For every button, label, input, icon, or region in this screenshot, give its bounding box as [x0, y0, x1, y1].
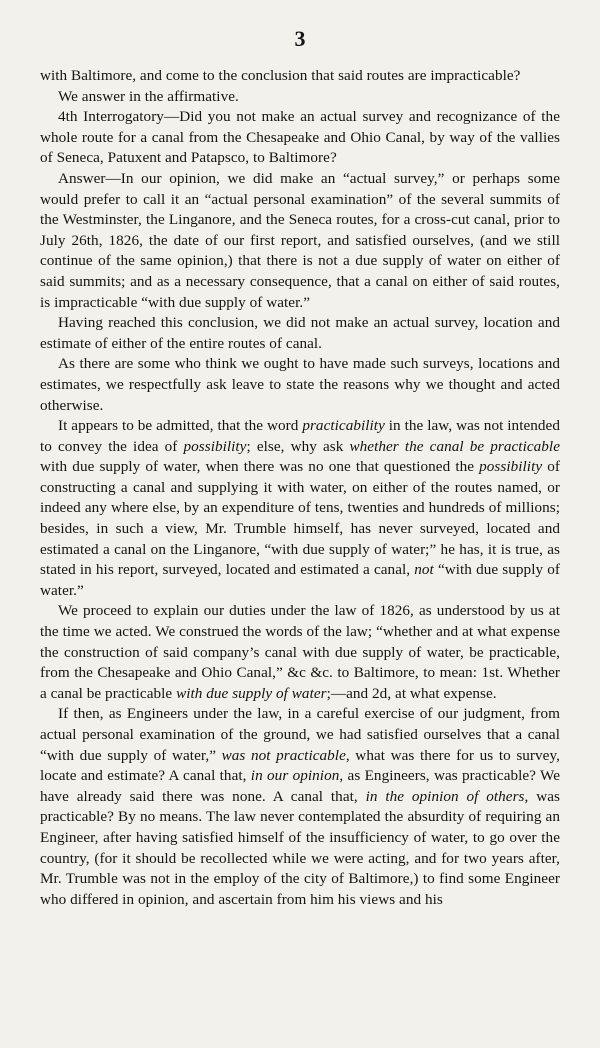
- body-paragraph: [40, 313, 560, 354]
- italic-text: possibility: [183, 437, 247, 455]
- paragraph-text: It appears to be admitted, that the word: [58, 417, 303, 435]
- paragraph-text: with Baltimore, and come to the conclusion that said routes are impracticable?: [40, 67, 521, 84]
- body-paragraph: [40, 107, 560, 169]
- paragraph-text: , as Engineers, was practicable? We have already said there was none. A canal that,: [40, 767, 560, 805]
- paragraph-text: We proceed to explain our duties under the law of 1826, as understood by us at the time we acted. We construed the words of the law; “whether and at what expense the construction of said company’s canal with due supply of water, be practicable, from the Chesapeake and Ohio Canal,” &c &c. to Baltimore, to mean: 1st. Whether a canal be practicable: [40, 602, 560, 702]
- italic-text: with due supply of water: [176, 684, 327, 702]
- italic-text: not: [414, 561, 434, 579]
- paragraph-text: in the law, was not intended to convey the idea of: [40, 417, 560, 455]
- paragraph-text: , what was there for us to survey, locate and estimate? A canal that,: [40, 746, 560, 785]
- paragraph-text: ; else, why ask: [246, 437, 350, 455]
- body-paragraph: [40, 354, 560, 416]
- italic-text: possibility: [479, 458, 543, 476]
- italic-text: in our opinion: [250, 767, 340, 785]
- paragraph-text: If then, as Engineers under the law, in a careful exercise of our judgment, from actual personal examination of the ground, we had satisfied ourselves that a canal “with due supply of water,”: [40, 705, 560, 764]
- paragraph-text: Having reached this conclusion, we did not make an actual survey, location and estimate of either of the entire routes of canal.: [40, 314, 560, 352]
- italic-text: whether the canal be practicable: [349, 437, 560, 455]
- body-paragraph: [40, 601, 560, 704]
- paragraph-text: “with due supply of water.”: [40, 561, 560, 599]
- paragraph-text: of constructing a canal and supplying it with water, on either of the routes named, or indeed any where else, by an expenditure of tens, twenties and hundreds of millions; besides, in such a view, Mr. Trumble himself, has never surveyed, located and estimated a canal on the Linganore, “with due supply of water;” he has, it is true, as stated in his report, surveyed, located and estimated a canal,: [40, 458, 560, 579]
- paragraph-text: As there are some who think we ought to have made such surveys, locations and estimates, we respectfully ask leave to state the reasons why we thought and acted otherwise.: [40, 355, 560, 414]
- paragraph-text: with due supply of water, when there was no one that questioned the: [40, 458, 480, 476]
- paragraph-text: ;—and 2d, at what expense.: [326, 684, 497, 702]
- italic-text: in the opinion of others: [365, 787, 525, 805]
- body-paragraph: [40, 66, 560, 87]
- italic-text: was not practicable: [221, 746, 346, 764]
- paragraph-text: Answer—In our opinion, we did make an “actual survey,” or perhaps some would prefer to call it an “actual personal examination” of the several summits of the Westminster, the Linganore, and the Seneca routes, for a cross-cut canal, prior to July 26th, 1826, the date of our first report, and satisfied ourselves, (and we still continue of the same opinion,) that there is not a due supply of water on either of said summits; and as a necessary consequence, that a canal on either of said routes, is impracticable “with due supply of water.”: [40, 169, 560, 311]
- paragraph-text: We answer in the affirmative.: [58, 87, 239, 105]
- body-paragraph: [40, 416, 560, 601]
- body-paragraph: [40, 704, 560, 910]
- paragraph-text: , was practicable? By no means. The law never contemplated the absurdity of requiring an Engineer, after having satisfied himself of the insufficiency of water, to go over the country, (for it should be recollected while we were acting, and for two years after, Mr. Trumble was not in the employ of the city of Baltimore,) to find some Engineer who differed in opinion, and ascertain from him his views and his: [40, 787, 560, 908]
- body-paragraph: [40, 169, 560, 313]
- body-text: [40, 66, 560, 910]
- italic-text: practicability: [302, 417, 385, 435]
- page-number: 3: [294, 26, 306, 51]
- body-paragraph: [40, 87, 560, 108]
- paragraph-text: 4th Interrogatory—Did you not make an actual survey and recognizance of the whole route for a canal from the Chesapeake and Ohio Canal, by way of the vallies of Seneca, Patuxent and Patapsco, to Baltimore?: [40, 108, 560, 167]
